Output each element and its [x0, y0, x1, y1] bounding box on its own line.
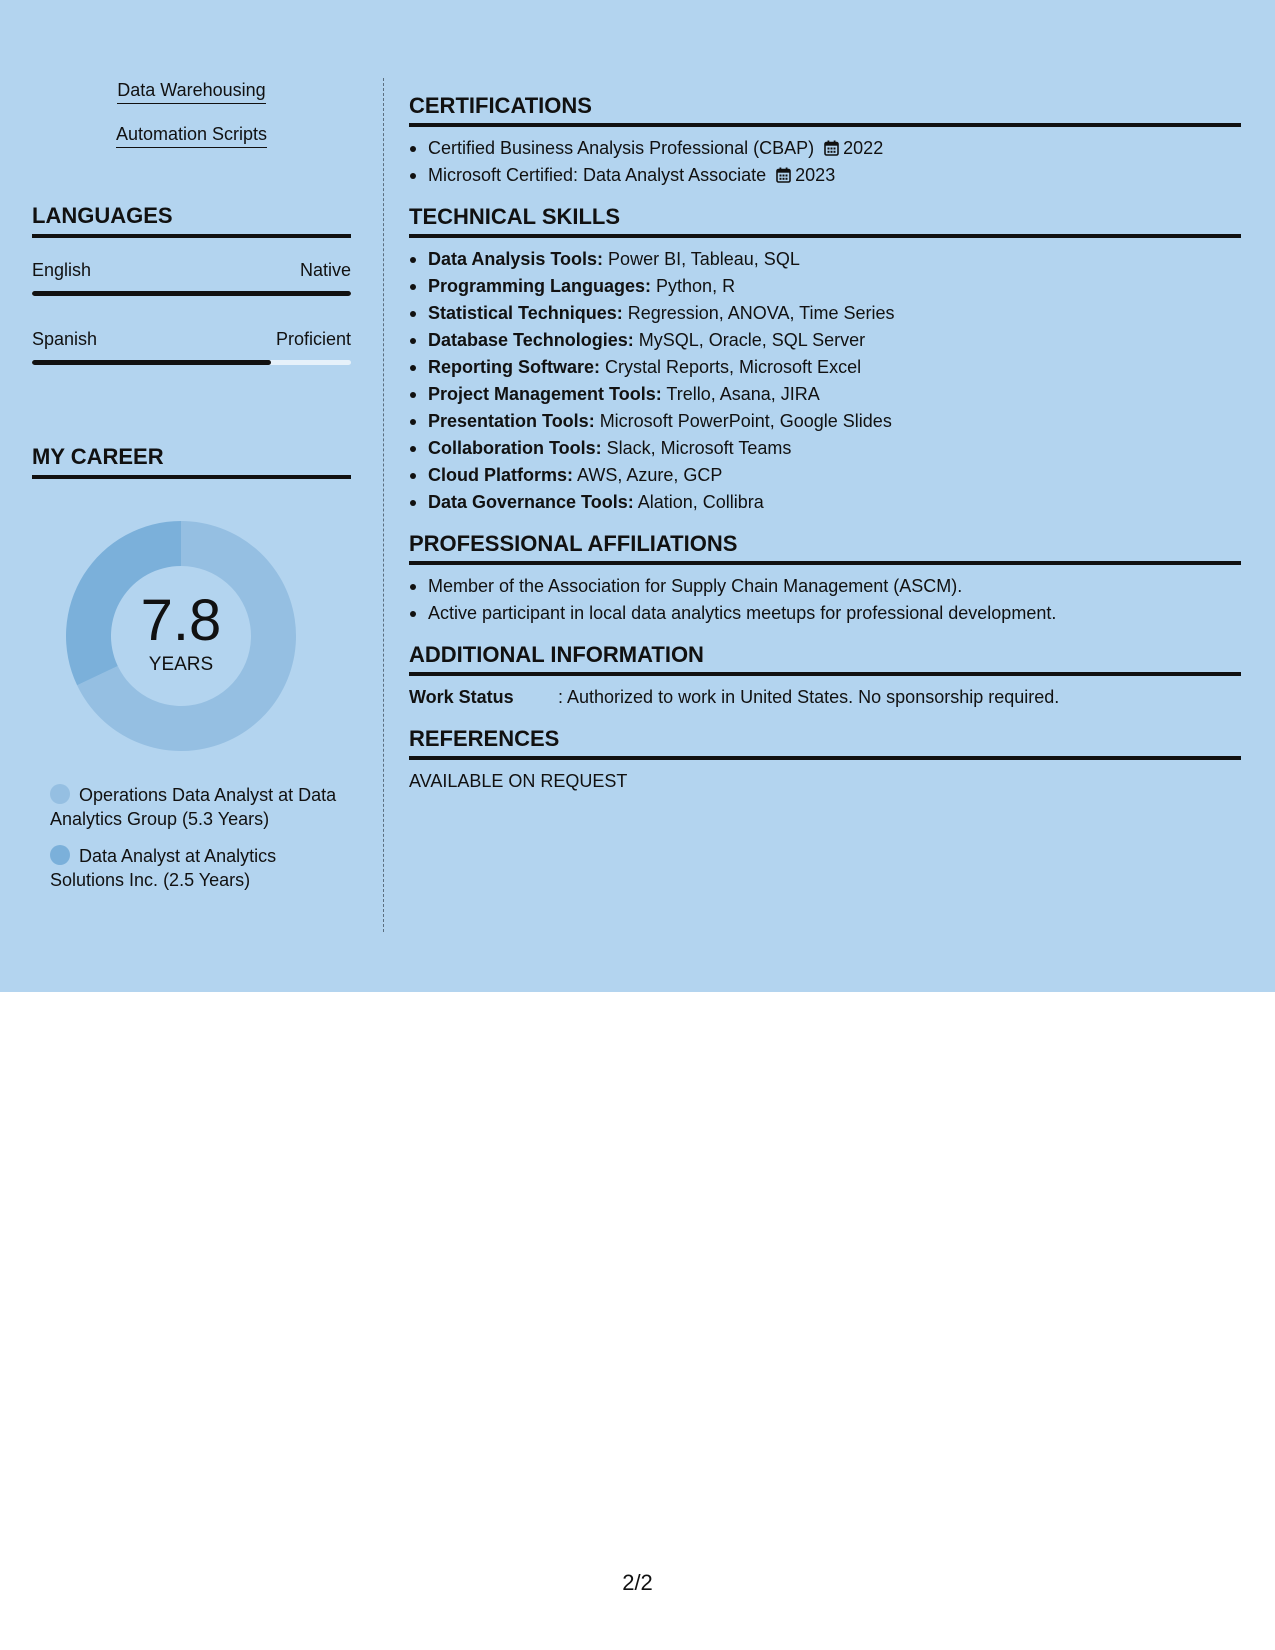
- left-column: [32, 78, 351, 905]
- skill-tag: Data Warehousing: [117, 78, 265, 104]
- right-column: [409, 92, 1241, 809]
- technical-skill-item: [409, 327, 1241, 354]
- language-level: Proficient: [275, 329, 351, 349]
- technical-skill-item: [409, 408, 1241, 435]
- career-legend-item: [50, 844, 340, 892]
- language-proficiency-bar: [32, 291, 351, 296]
- certification-name: Microsoft Certified: Data Analyst Associate: [428, 165, 767, 185]
- language-proficiency-fill: [32, 291, 351, 296]
- career-total-unit: YEARS: [148, 654, 214, 675]
- legend-dot-icon: [50, 784, 70, 804]
- career-legend-item: [50, 783, 340, 831]
- skill-tag: Automation Scripts: [116, 122, 267, 148]
- technical-skill-key: Reporting Software:: [428, 357, 601, 377]
- technical-skill-value: Crystal Reports, Microsoft Excel: [600, 357, 862, 377]
- technical-skill-key: Collaboration Tools:: [428, 438, 602, 458]
- certification-name: Certified Business Analysis Professional (CBAP): [428, 138, 815, 158]
- career-legend-label: Data Analyst at Analytics Solutions Inc. (2.5 Years): [50, 846, 277, 890]
- technical-skill-value: Slack, Microsoft Teams: [601, 438, 792, 458]
- page-number: 2/2: [622, 1570, 653, 1595]
- certifications-heading: CERTIFICATIONS: [409, 92, 1241, 127]
- legend-dot-icon: [50, 845, 70, 865]
- language-proficiency-fill: [32, 360, 271, 365]
- certification-year: 2023: [795, 165, 836, 185]
- certifications-section: [409, 92, 1241, 189]
- affiliations-heading: PROFESSIONAL AFFILIATIONS: [409, 530, 1241, 565]
- references-text: AVAILABLE ON REQUEST: [409, 771, 628, 791]
- work-status-value: : Authorized to work in United States. No sponsorship required.: [558, 687, 1060, 707]
- technical-skill-key: Statistical Techniques:: [428, 303, 623, 323]
- affiliations-section: [409, 530, 1241, 627]
- technical-skill-value: Python, R: [651, 276, 736, 296]
- language-item: [32, 327, 351, 365]
- technical-skill-key: Presentation Tools:: [428, 411, 595, 431]
- career-total-years: 7.8: [140, 588, 222, 653]
- technical-skill-item: [409, 435, 1241, 462]
- technical-skill-value: Power BI, Tableau, SQL: [603, 249, 800, 269]
- career-heading: MY CAREER: [32, 443, 351, 479]
- technical-skill-key: Database Technologies:: [428, 330, 634, 350]
- references-heading: REFERENCES: [409, 725, 1241, 760]
- calendar-icon: [824, 140, 839, 156]
- calendar-icon: [776, 167, 791, 183]
- language-name: English: [32, 260, 92, 280]
- technical-skill-key: Project Management Tools:: [428, 384, 662, 404]
- technical-skill-key: Programming Languages:: [428, 276, 652, 296]
- additional-info-section: [409, 641, 1241, 711]
- technical-skill-item: [409, 381, 1241, 408]
- technical-skill-item: [409, 273, 1241, 300]
- work-status-row: [409, 684, 1241, 711]
- certification-item: [409, 135, 1241, 162]
- language-item: [32, 258, 351, 296]
- language-proficiency-bar: [32, 360, 351, 365]
- technical-skill-value: Trello, Asana, JIRA: [661, 384, 820, 404]
- work-status-key: Work Status: [409, 687, 514, 707]
- technical-skill-value: MySQL, Oracle, SQL Server: [633, 330, 866, 350]
- technical-skill-value: Microsoft PowerPoint, Google Slides: [594, 411, 892, 431]
- technical-skills-list: [409, 246, 1241, 516]
- technical-skill-value: AWS, Azure, GCP: [573, 465, 723, 485]
- technical-skill-item: [409, 354, 1241, 381]
- career-legend-label: Operations Data Analyst at Data Analytics Group (5.3 Years): [50, 785, 337, 829]
- languages-heading: LANGUAGES: [32, 202, 351, 238]
- career-donut-chart: [66, 521, 296, 751]
- skill-tags: [32, 78, 351, 166]
- technical-skill-value: Alation, Collibra: [633, 492, 764, 512]
- language-level: Native: [299, 260, 351, 280]
- references-section: [409, 725, 1241, 795]
- affiliation-item: Active participant in local data analytics meetups for professional development.: [409, 600, 1241, 627]
- technical-skill-item: [409, 489, 1241, 516]
- column-divider: [383, 78, 384, 932]
- technical-skill-item: [409, 300, 1241, 327]
- career-legend: [50, 783, 340, 892]
- certification-year: 2022: [843, 138, 884, 158]
- affiliation-item: Member of the Association for Supply Chain Management (ASCM).: [409, 573, 1241, 600]
- technical-skill-key: Data Governance Tools:: [428, 492, 634, 512]
- additional-info-heading: ADDITIONAL INFORMATION: [409, 641, 1241, 676]
- languages-list: [32, 258, 351, 365]
- technical-skill-key: Data Analysis Tools:: [428, 249, 604, 269]
- technical-skill-key: Cloud Platforms:: [428, 465, 574, 485]
- technical-skills-heading: TECHNICAL SKILLS: [409, 203, 1241, 238]
- donut-center: [66, 521, 296, 751]
- technical-skill-item: [409, 246, 1241, 273]
- language-name: Spanish: [32, 329, 98, 349]
- technical-skill-item: [409, 462, 1241, 489]
- certification-item: [409, 162, 1241, 189]
- technical-skill-value: Regression, ANOVA, Time Series: [622, 303, 895, 323]
- technical-skills-section: [409, 203, 1241, 516]
